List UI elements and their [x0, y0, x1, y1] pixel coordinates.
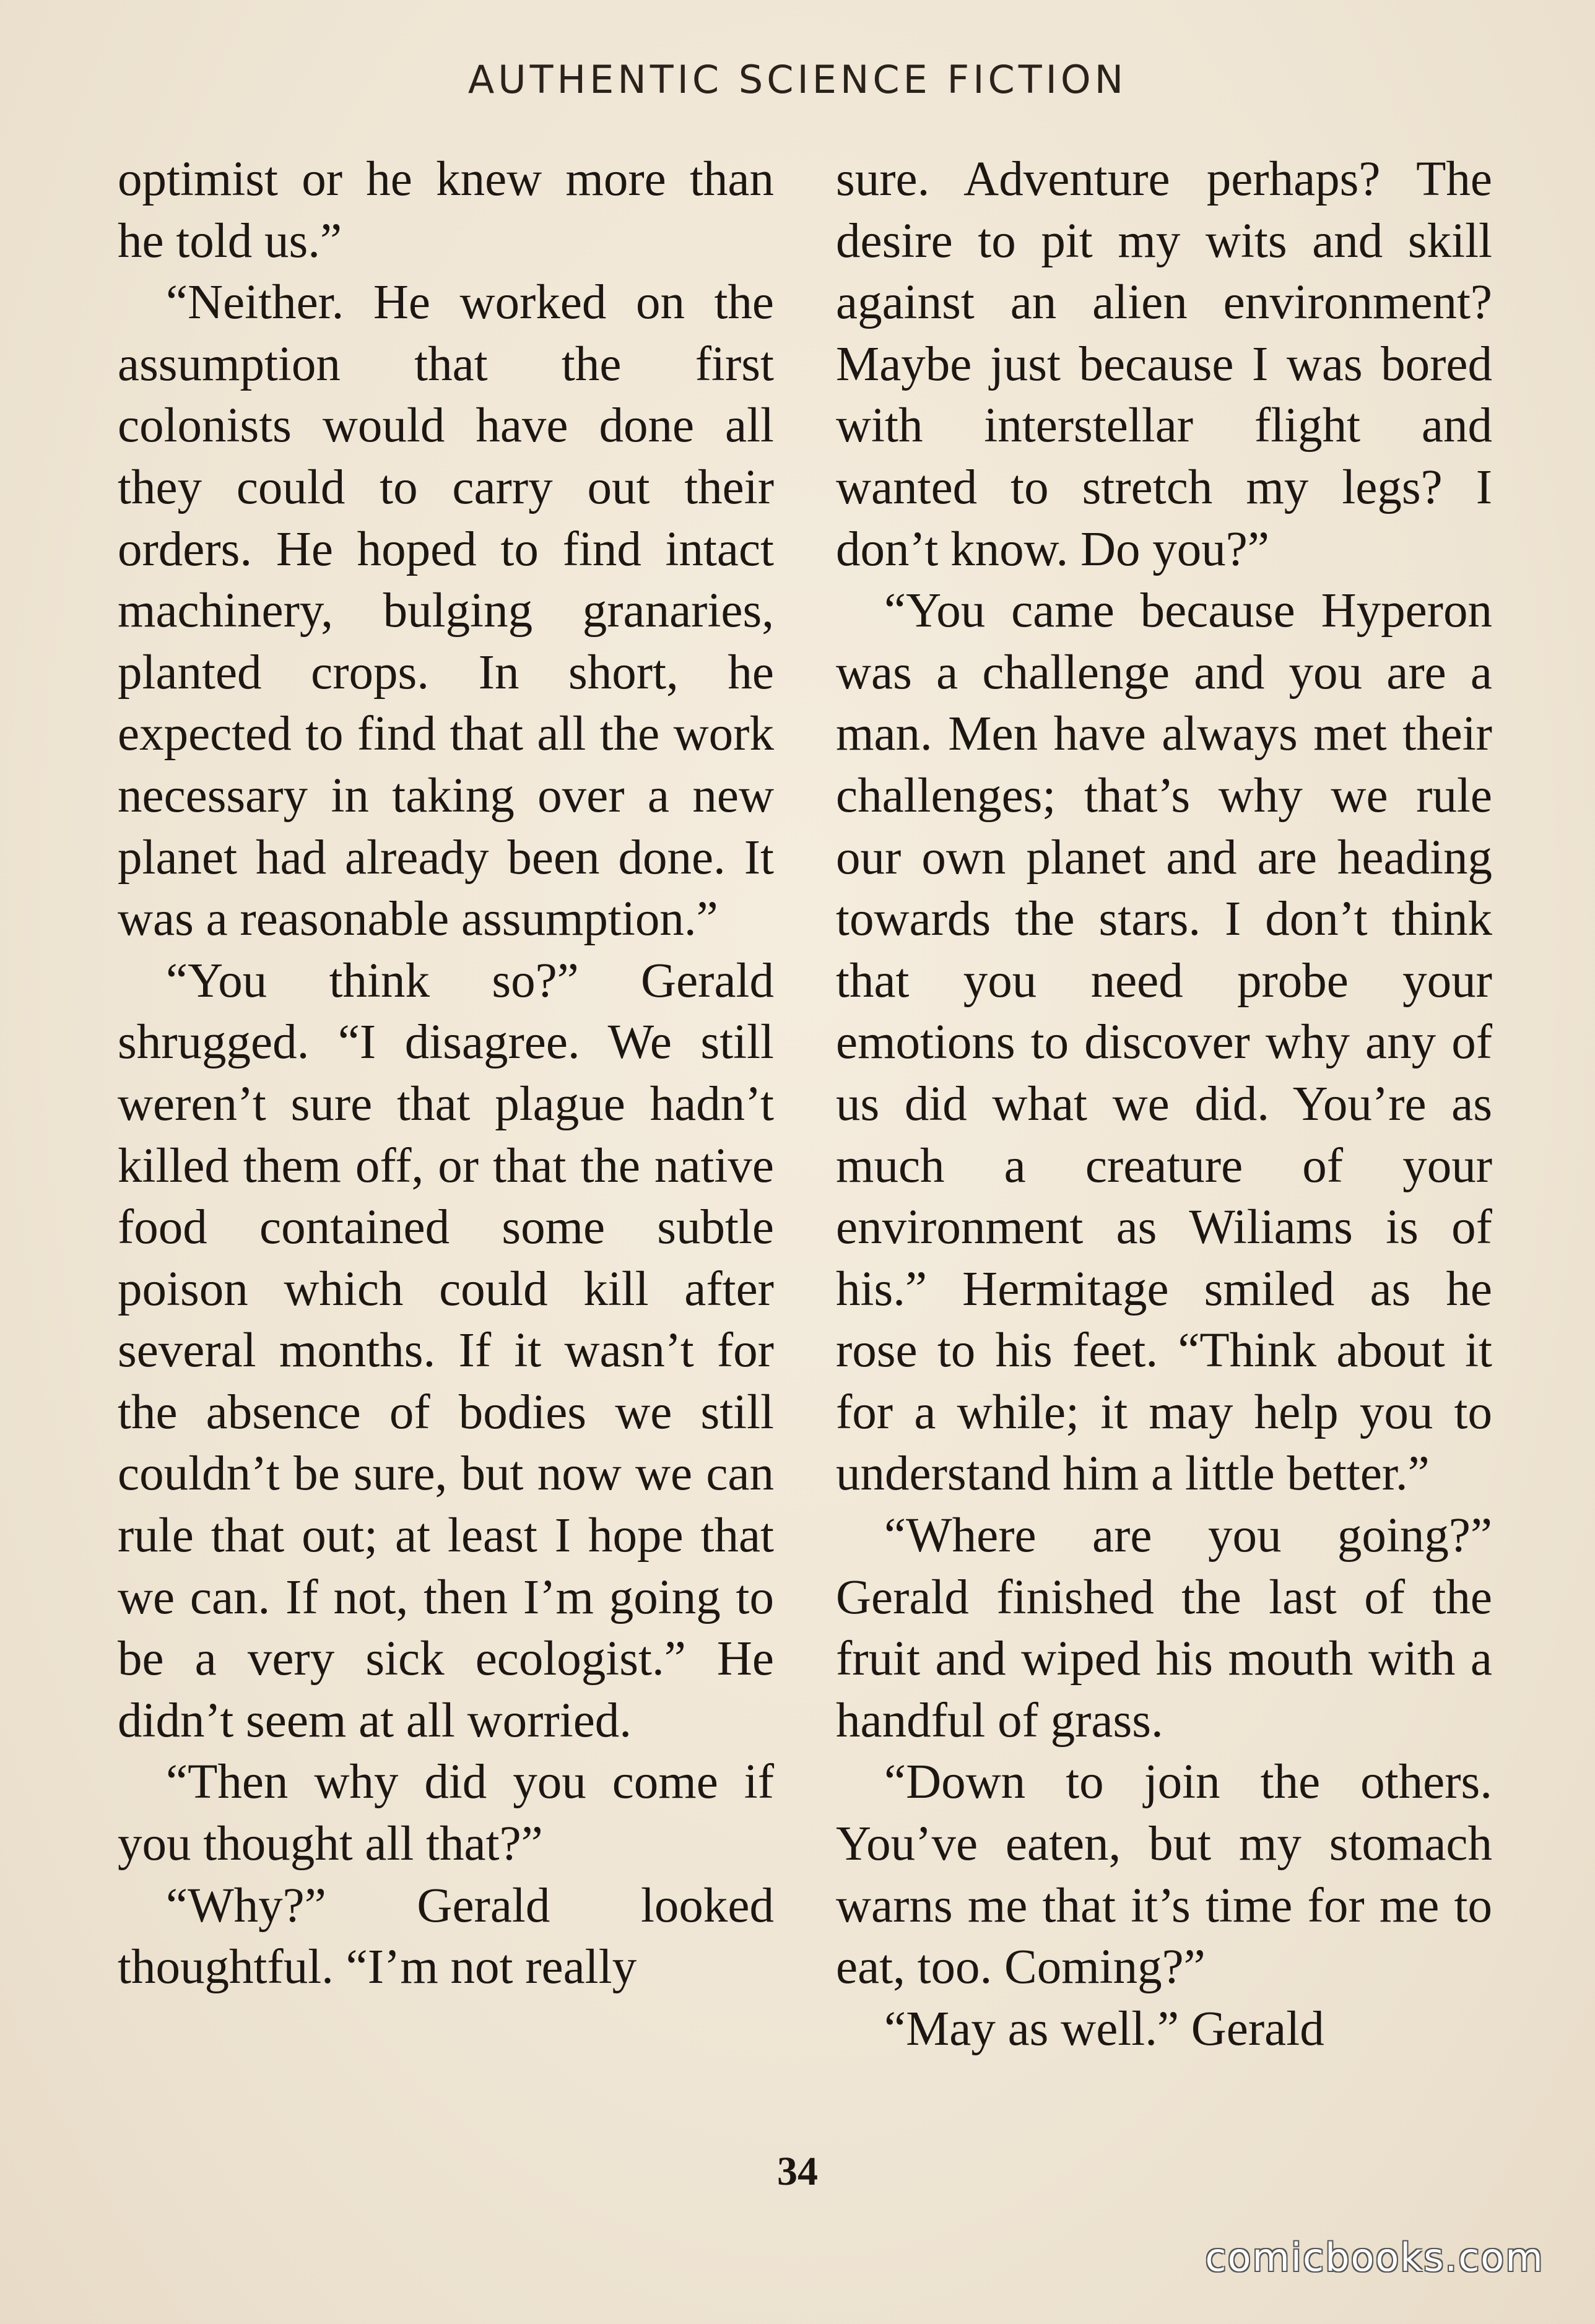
paragraph: “Then why did you come if you thought all that?” [118, 1755, 774, 1871]
paragraph: “Down to join the others. You’ve eaten, but my stomach warns me that it’s time for me to eat, too. Coming?” [836, 1755, 1492, 1995]
paragraph: “You think so?” Gerald shrugged. “I disagree. We still weren’t sure that plague hadn’t killed them off, or that the native food contained some subtle poison which could kill after several months. If it wasn’t for the absence of bodies we still couldn’t be sure, but now we can rule that out; at least I hope that we can. If not, then I’m going to be a very sick ecologist.” He didn’t seem at all worried. [118, 953, 774, 1748]
paragraph: “Why?” Gerald looked thoughtful. “I’m not really [118, 1878, 774, 1995]
site-watermark: comicbooks.com [1205, 2235, 1544, 2280]
left-column [118, 149, 774, 1998]
paragraph: sure. Adventure perhaps? The desire to pit my wits and skill against an alien environment? Maybe just because I was bored with interstellar flight and wanted to stretch my legs? I don’t know. Do you?” [836, 152, 1492, 576]
page-number: 34 [777, 2149, 818, 2194]
paragraph: “Where are you going?” Gerald finished the last of the fruit and wiped his mouth with a handful of grass. [836, 1509, 1492, 1748]
paragraph: “You came because Hyperon was a challenge and you are a man. Men have always met their challenges; that’s why we rule our own planet and are heading towards the stars. I don’t think that you need probe your emotions to discover why any of us did what we did. You’re as much a creature of your environment as Wiliams is of his.” Hermitage smiled as he rose to his feet. “Think about it for a while; it may help you to understand him a little better.” [836, 584, 1492, 1501]
paragraph: “May as well.” Gerald [884, 2001, 1324, 2056]
paragraph: optimist or he knew more than he told us.” [118, 152, 774, 268]
paragraph: “Neither. He worked on the assumption that the first colonists would have done all they could to carry out their orders. He hoped to find intact machinery, bulging granaries, planted crops. In short, he expected to find that all the work necessary in taking over a new planet had already been done. It was a reasonable assumption.” [118, 275, 774, 947]
right-column [836, 149, 1492, 2060]
running-header: AUTHENTIC SCIENCE FICTION [467, 57, 1128, 102]
